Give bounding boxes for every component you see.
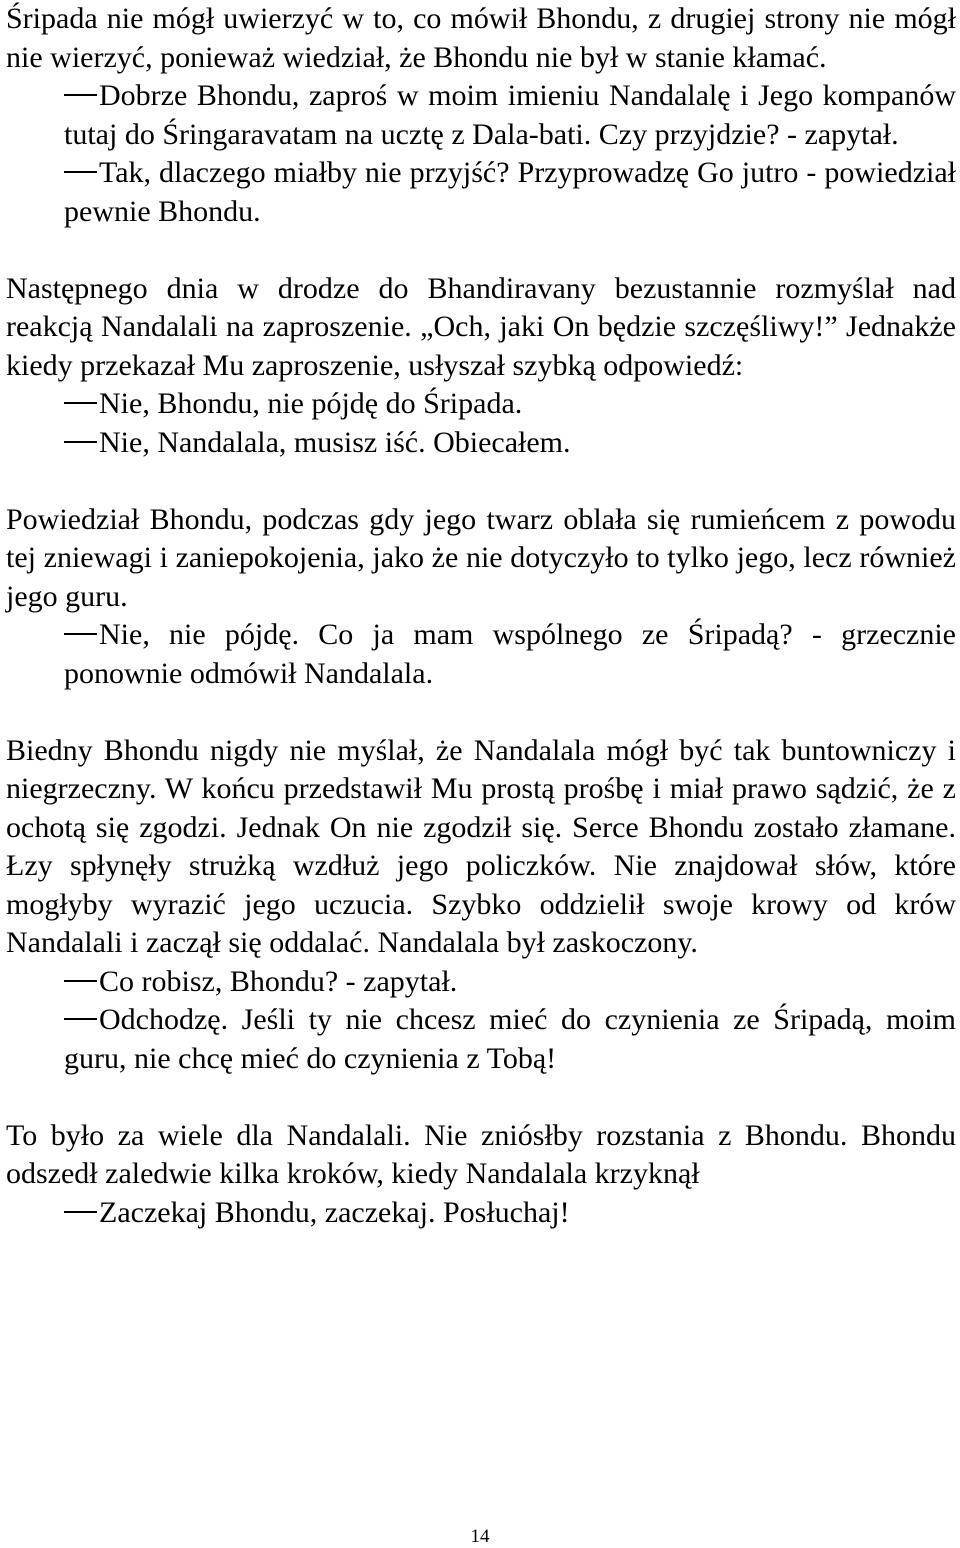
paragraph: Biedny Bhondu nigdy nie myślał, że Nandalala mógł być tak buntowniczy i niegrzeczny. W końcu przedstawił Mu prostą prośbę i miał prawo sądzić, że z ochotą się zgodzi. Jednak On nie zgodził się. Serce Bhondu zostało złamane. Łzy spłynęły strużką wzdłuż jego policzków. Nie znajdował słów, które mogłyby wyrazić jego uczucia. Szybko oddzielił swoje krowy od krów Nandalali i zaczął się oddalać. Nandalala był zaskoczony. — [6, 733, 956, 959]
dialogue-text: Odchodzę. Jeśli ty nie chcesz mieć do czynienia ze Śripadą, moim guru, nie chcę mieć do czynienia z Tobą! — [64, 1003, 956, 1075]
dialogue-text: Nie, Nandalala, musisz iść. Obiecałem. — [99, 425, 571, 459]
passage-2 — [6, 270, 956, 463]
em-dash — [64, 1018, 97, 1020]
dialogue-text: Dobrze Bhondu, zaproś w moim imieniu Nandalalę i Jego kompanów tutaj do Śringaravatam na ucztę z Dala-bati. Czy przyjdzie? - zapytał. — [64, 79, 956, 151]
dialogue-text: Tak, dlaczego miałby nie przyjść? Przyprowadzę Go jutro - powiedział pewnie Bhondu. — [64, 156, 956, 228]
em-dash — [64, 171, 97, 173]
passage-1 — [6, 0, 956, 231]
em-dash — [64, 980, 97, 982]
em-dash — [64, 633, 97, 635]
passage-5 — [6, 1117, 956, 1233]
dialogue-line — [64, 77, 956, 154]
paragraph-gap — [6, 1078, 956, 1117]
dialogue-line — [64, 1001, 956, 1078]
paragraph-gap — [6, 231, 956, 270]
paragraph: Powiedział Bhondu, podczas gdy jego twarz oblała się rumieńcem z powodu tej zniewagi i zaniepokojenia, jako że nie dotyczyło to tylko jego, lecz również jego guru. — [6, 502, 956, 613]
paragraph-gap — [6, 462, 956, 501]
dialogue-line — [64, 154, 956, 231]
paragraph: To było za wiele dla Nandalali. Nie zniósłby rozstania z Bhondu. Bhondu odszedł zaledwie kilka kroków, kiedy Nandalala krzyknął — [6, 1118, 956, 1190]
em-dash — [64, 402, 97, 404]
dialogue-text: Nie, Bhondu, nie pójdę do Śripada. — [99, 387, 523, 420]
dialogue-line — [64, 385, 956, 424]
paragraph-gap — [6, 693, 956, 732]
paragraph: Następnego dnia w drodze do Bhandiravany bezustannie rozmyślał nad reakcją Nandalali na zaproszenie. „Och, jaki On będzie szczęśliwy!” Jednakże kiedy przekazał Mu zaproszenie, usłyszał szybką odpowiedź: — [6, 271, 956, 382]
dialogue-line — [64, 424, 956, 463]
passage-4 — [6, 732, 956, 1079]
em-dash — [64, 1211, 97, 1213]
dialogue-text: Nie, nie pójdę. Co ja mam wspólnego ze Śripadą? - grzecznie ponownie odmówił Nandalala. — [64, 618, 956, 690]
dialogue-line — [64, 616, 956, 693]
em-dash — [64, 441, 97, 443]
dialogue-text: Co robisz, Bhondu? - zapytał. — [99, 964, 458, 998]
passage-3 — [6, 501, 956, 694]
dialogue-line — [64, 1194, 956, 1233]
em-dash — [64, 94, 97, 96]
dialogue-text: Zaczekaj Bhondu, zaczekaj. Posłuchaj! — [99, 1195, 570, 1229]
page-body — [6, 0, 956, 1232]
page-number: 14 — [470, 1526, 490, 1547]
paragraph: Śripada nie mógł uwierzyć w to, co mówił Bhondu, z drugiej strony nie mógł nie wierzyć, ponieważ wiedział, że Bhondu nie był w stanie kłamać. — [6, 2, 956, 74]
dialogue-line — [64, 963, 956, 1002]
